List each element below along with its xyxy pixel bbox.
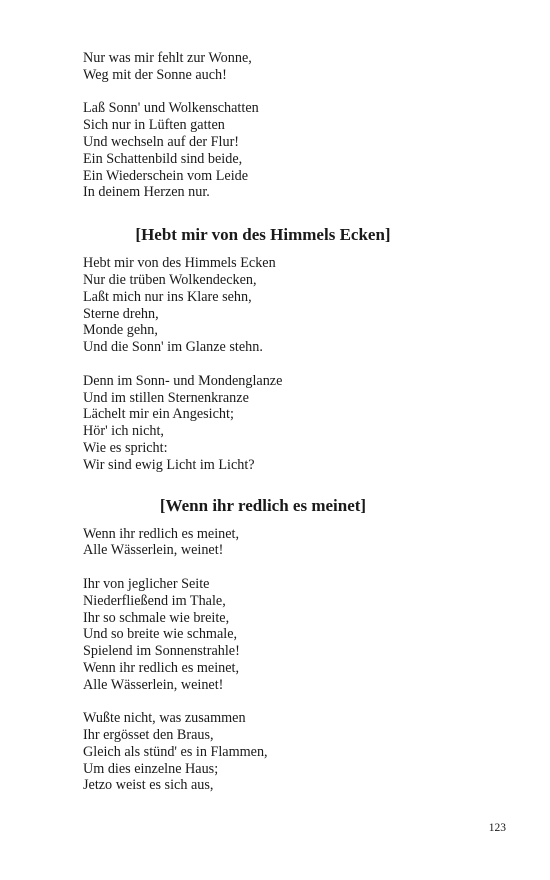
stanza (83, 526, 443, 560)
stanza (83, 255, 443, 356)
verse-line: Ein Wiederschein vom Leide (83, 167, 249, 184)
stanza (83, 373, 443, 474)
verse-line: Ihr ergösset den Braus, (83, 727, 214, 744)
verse-line: Wie es spricht: (83, 439, 168, 456)
verse-line: Laßt mich nur ins Klare sehn, (83, 288, 252, 305)
verse-line: Und im stillen Sternenkranze (83, 389, 249, 406)
verse-line: Gleich als stünd' es in Flammen, (83, 743, 268, 760)
verse-line: Und wechseln auf der Flur! (83, 133, 240, 150)
verse-line: Hebt mir von des Himmels Ecken (83, 255, 276, 272)
stanza (83, 50, 443, 84)
stanza (83, 710, 443, 794)
verse-line: Nur die trüben Wolkendecken, (83, 271, 257, 288)
verse-line: Denn im Sonn- und Mondenglanze (83, 372, 283, 389)
stanza (83, 100, 443, 201)
verse-line: Alle Wässerlein, weinet! (83, 676, 224, 693)
verse-line: Wußte nicht, was zusammen (83, 710, 246, 727)
verse-line: Alle Wässerlein, weinet! (83, 542, 224, 559)
verse-line: Jetzo weist es sich aus, (83, 777, 214, 794)
verse-line: Und so breite wie schmale, (83, 626, 238, 643)
verse-line: Wenn ihr redlich es meinet, (83, 659, 240, 676)
verse-line: Spielend im Sonnenstrahle! (83, 643, 240, 660)
verse-line: Ihr so schmale wie breite, (83, 609, 230, 626)
verse-line: In deinem Herzen nur. (83, 184, 210, 201)
verse-line: Lächelt mir ein Angesicht; (83, 406, 234, 423)
verse-line: Hör' ich nicht, (83, 423, 164, 440)
verse-line: Nur was mir fehlt zur Wonne, (83, 50, 252, 66)
verse-line: Wenn ihr redlich es meinet, (83, 525, 240, 542)
verse-line: Weg mit der Sonne auch! (83, 66, 227, 83)
page-number: 123 (488, 822, 506, 834)
verse-line: Niederfließend im Thale, (83, 592, 226, 609)
verse-line: Laß Sonn' und Wolkenschatten (83, 100, 259, 117)
poem-title: [Hebt mir von des Himmels Ecken] (135, 225, 391, 245)
verse-line: Sich nur in Lüften gatten (83, 117, 225, 134)
verse-line: Und die Sonn' im Glanze stehn. (83, 339, 263, 356)
verse-line: Ein Schattenbild sind beide, (83, 150, 243, 167)
verse-line: Wir sind ewig Licht im Licht? (83, 456, 255, 473)
stanza (83, 576, 443, 694)
text-column (83, 50, 443, 794)
verse-line: Monde gehn, (83, 322, 158, 339)
verse-line: Ihr von jeglicher Seite (83, 575, 210, 592)
verse-line: Um dies einzelne Haus; (83, 760, 219, 777)
verse-line: Sterne drehn, (83, 305, 159, 322)
poem-title: [Wenn ihr redlich es meinet] (159, 495, 367, 515)
